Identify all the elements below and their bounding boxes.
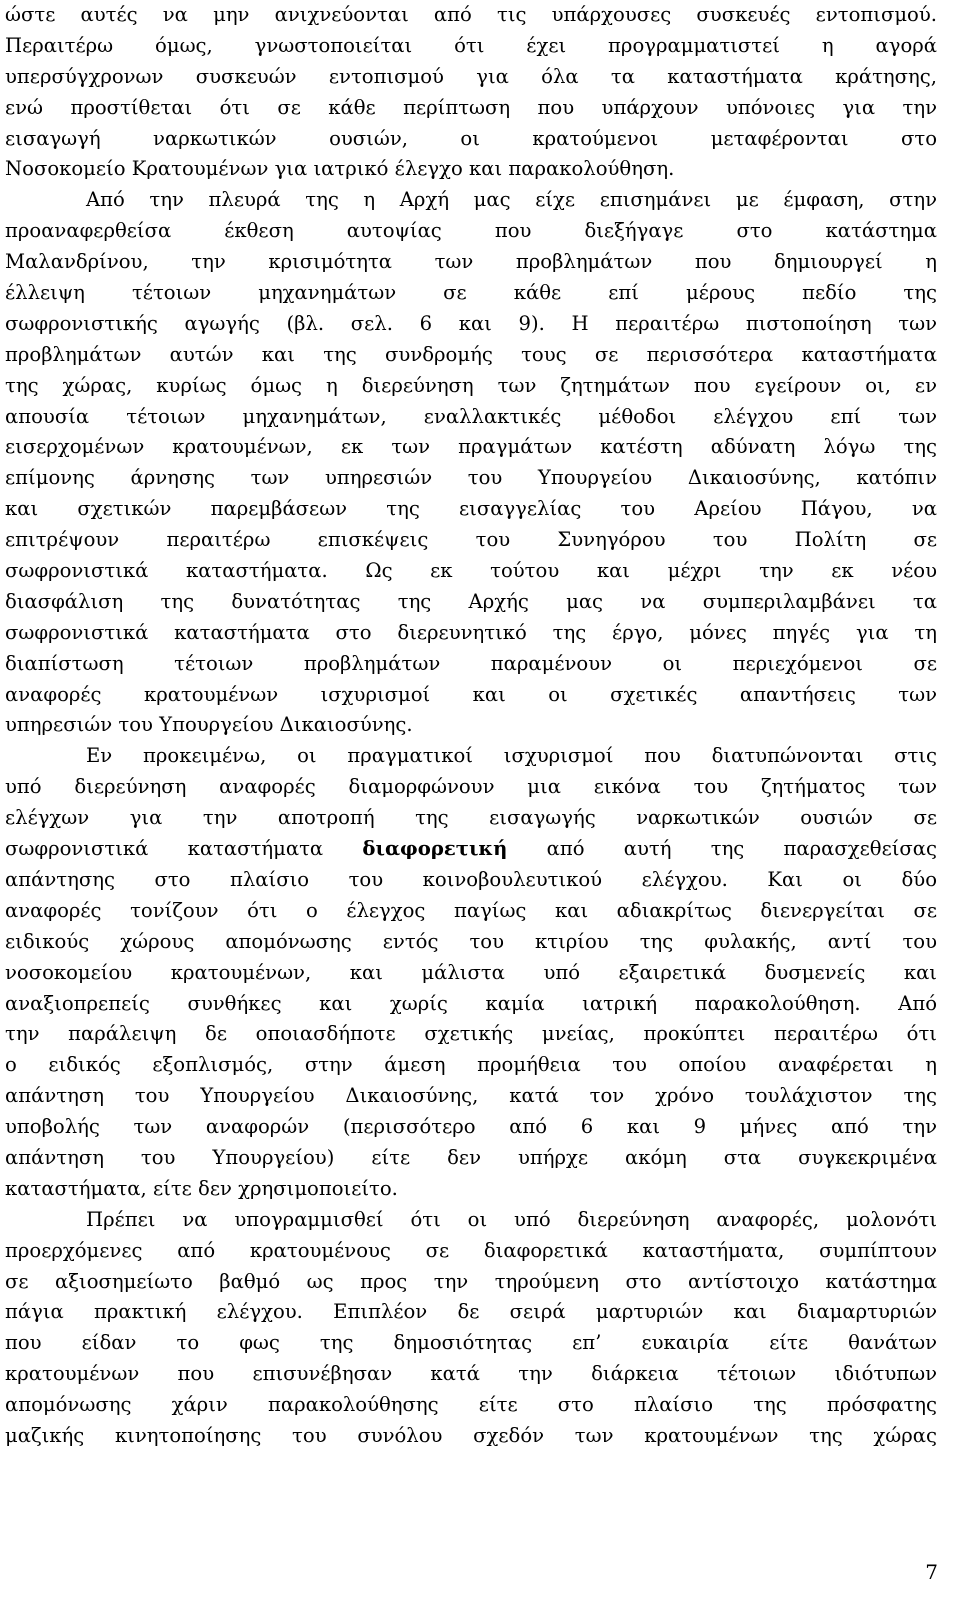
text-line: προβλημάτων αυτών και της συνδρομής τους σε περισσότερα καταστήματα — [5, 342, 937, 366]
text-line: καταστήματα, είτε δεν χρησιμοποιείτο. — [5, 1176, 398, 1200]
text-line: απάντηση του Υπουργείου) είτε δεν υπήρχε ακόμη στα συγκεκριμένα — [5, 1145, 937, 1169]
text-line: Νοσοκομείο Κρατουμένων για ιατρικό έλεγχο και παρακολούθηση. — [5, 157, 675, 181]
text-line: την παράλειψη δε οποιασδήποτε σχετικής μνείας, προκύπτει περαιτέρω ότι — [5, 1022, 937, 1046]
text-line: αναφορές κρατουμένων ισχυρισμοί και οι σχετικές απαντήσεις των — [5, 682, 937, 706]
text-line: ενώ προστίθεται ότι σε κάθε περίπτωση που υπάρχουν υπόνοιες για την — [5, 95, 937, 119]
text-line: Πρέπει να υπογραμμισθεί ότι οι υπό διερεύνηση αναφορές, μολονότι — [86, 1207, 937, 1231]
text-line: σωφρονιστικής αγωγής (βλ. σελ. 6 και 9). Η περαιτέρω πιστοποίηση των — [5, 311, 937, 335]
text-line: σωφρονιστικά καταστήματα. Ως εκ τούτου και μέχρι την εκ νέου — [5, 559, 937, 583]
text-line: υπό διερεύνηση αναφορές διαμορφώνουν μια εικόνα του ζητήματος των — [5, 775, 937, 799]
text-line: αναφορές τονίζουν ότι ο έλεγχος παγίως και αδιακρίτως διενεργείται σε — [5, 898, 937, 922]
text-line: πάγια πρακτική ελέγχου. Επιπλέον δε σειρά μαρτυριών και διαμαρτυριών — [5, 1300, 937, 1324]
text-line: νοσοκομείου κρατουμένων, και μάλιστα υπό εξαιρετικά δυσμενείς και — [5, 960, 937, 984]
text-line: απάντηση του Υπουργείου Δικαιοσύνης, κατά τον χρόνο τουλάχιστον της — [5, 1084, 937, 1108]
text-line: Από την πλευρά της η Αρχή μας είχε επισημάνει με έμφαση, στην — [86, 188, 937, 212]
text-line: ελέγχων για την αποτροπή της εισαγωγής ναρκωτικών ουσιών σε — [5, 806, 937, 830]
text-line: απάντησης στο πλαίσιο του κοινοβουλευτικού ελέγχου. Και οι δύο — [5, 867, 937, 891]
text-line: εισερχομένων κρατουμένων, εκ των πραγμάτων κατέστη αδύνατη λόγω της — [5, 435, 937, 459]
text-line: της χώρας, κυρίως όμως η διερεύνηση των ζητημάτων που εγείρουν οι, εν — [5, 373, 937, 397]
text-line: απομόνωσης χάριν παρακολούθησης είτε στο πλαίσιο της πρόσφατης — [5, 1393, 937, 1417]
text-line: εισαγωγή ναρκωτικών ουσιών, οι κρατούμενοι μεταφέρονται στο — [5, 126, 937, 150]
text-line: διασφάλιση της δυνατότητας της Αρχής μας να συμπεριλαμβάνει τα — [5, 589, 937, 613]
text-segment: σωφρονιστικά καταστήματα — [5, 837, 324, 861]
text-line: ώστε αυτές να μην ανιχνεύονται από τις υπάρχουσες συσκευές εντοπισμού. — [5, 3, 937, 26]
text-line: Μαλανδρίνου, την κρισιμότητα των προβλημάτων που δημιουργεί η — [5, 250, 937, 274]
text-line: διαπίστωση τέτοιων προβλημάτων παραμένουν οι περιεχόμενοι σε — [5, 651, 937, 675]
text-line: επίμονης άρνησης των υπηρεσιών του Υπουργείου Δικαιοσύνης, κατόπιν — [5, 466, 937, 490]
text-line: που είδαν το φως της δημοσιότητας επ’ ευκαιρία είτε θανάτων — [5, 1331, 937, 1355]
paragraph-4 — [5, 1205, 937, 1452]
text-line: ο ειδικός εξοπλισμός, στην άμεση προμήθεια του οποίου αναφέρεται η — [5, 1053, 937, 1077]
text-line: υπηρεσιών του Υπουργείου Δικαιοσύνης. — [5, 713, 413, 737]
text-line: υποβολής των αναφορών (περισσότερο από 6 και 9 μήνες από την — [5, 1115, 937, 1139]
text-line: προαναφερθείσα έκθεση αυτοψίας που διεξήγαγε στο κατάστημα — [5, 219, 937, 243]
paragraph-3 — [5, 741, 937, 1204]
text-line: σωφρονιστικά καταστήματα στο διερευνητικό της έργο, μόνες πηγές για τη — [5, 620, 937, 644]
text-line: αναξιοπρεπείς συνθήκες και χωρίς καμία ιατρική παρακολούθηση. Από — [5, 991, 937, 1015]
text-line: προερχόμενες από κρατουμένους σε διαφορετικά καταστήματα, συμπίπτουν — [5, 1238, 937, 1262]
text-line: ειδικούς χώρους απομόνωσης εντός του κτιρίου της φυλακής, αντί του — [5, 929, 937, 953]
text-line: Εν προκειμένω, οι πραγματικοί ισχυρισμοί που διατυπώνονται στις — [86, 744, 937, 768]
text-line: σε αξιοσημείωτο βαθμό ως προς την τηρούμενη στο αντίστοιχο κατάστημα — [5, 1269, 937, 1293]
text-line: υπερσύγχρονων συσκευών εντοπισμού για όλα τα καταστήματα κράτησης, — [5, 64, 937, 88]
text-line: μαζικής κινητοποίησης του συνόλου σχεδόν των κρατουμένων της χώρας — [5, 1423, 937, 1447]
text-segment: από αυτή της παρασχεθείσας — [546, 837, 937, 861]
text-line: απουσία τέτοιων μηχανημάτων, εναλλακτικές μέθοδοι ελέγχου επί των — [5, 404, 937, 428]
paragraph-2 — [5, 185, 937, 741]
text-line: έλλειψη τέτοιων μηχανημάτων σε κάθε επί μέρους πεδίο της — [5, 281, 937, 305]
emphasized-word: διαφορετική — [362, 837, 508, 861]
document-body — [5, 0, 937, 1452]
paragraph-1 — [5, 0, 937, 185]
text-line: κρατουμένων που επισυνέβησαν κατά την διάρκεια τέτοιων ιδιότυπων — [5, 1362, 937, 1386]
text-line: και σχετικών παρεμβάσεων της εισαγγελίας του Αρείου Πάγου, να — [5, 497, 937, 521]
text-line-with-emphasis — [5, 834, 937, 865]
text-line: Περαιτέρω όμως, γνωστοποιείται ότι έχει προγραμματιστεί η αγορά — [5, 33, 937, 57]
page-number: 7 — [925, 1560, 938, 1584]
text-line: επιτρέψουν περαιτέρω επισκέψεις του Συνηγόρου του Πολίτη σε — [5, 528, 937, 552]
